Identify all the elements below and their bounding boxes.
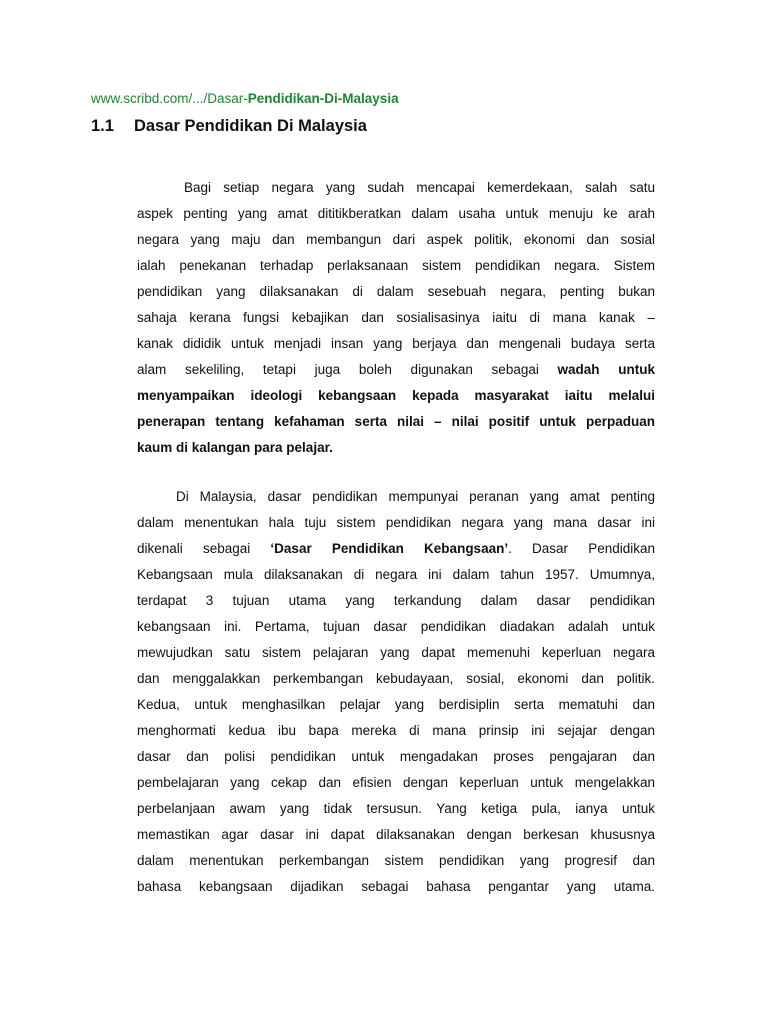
emphasis-text: menyampaikan ideologi kebangsaan kepada masyarakat iaitu melalui <box>137 388 655 403</box>
source-url-highlight: Pendidikan-Di-Malaysia <box>247 91 399 106</box>
paragraph-line: kebangsaan ini. Pertama, tujuan dasar pendidikan diadakan adalah untuk <box>137 619 655 634</box>
paragraph-line: menghormati kedua ibu bapa mereka di mana prinsip ini sejajar dengan <box>137 723 655 738</box>
paragraph-line: ialah penekanan terhadap perlaksanaan sistem pendidikan negara. Sistem <box>137 258 655 273</box>
paragraph-line: pembelajaran yang cekap dan efisien dengan keperluan untuk mengelakkan <box>137 775 655 790</box>
paragraph-line: kanak dididik untuk menjadi insan yang berjaya dan mengenali budaya serta <box>137 336 655 351</box>
paragraph-line: aspek penting yang amat dititikberatkan dalam usaha untuk menuju ke arah <box>137 206 655 221</box>
emphasis-text: penerapan tentang kefahaman serta nilai – nilai positif untuk perpaduan <box>137 414 655 429</box>
paragraph-line: terdapat 3 tujuan utama yang terkandung dalam dasar pendidikan <box>137 593 655 608</box>
paragraph-line <box>137 536 655 562</box>
source-url-link[interactable] <box>91 91 399 106</box>
emphasis-text: wadah untuk <box>557 362 655 377</box>
paragraph-line: dalam menentukan hala tuju sistem pendidikan negara yang mana dasar ini <box>137 515 655 530</box>
paragraph-line: perbelanjaan awam yang tidak tersusun. Yang ketiga pula, ianya untuk <box>137 801 655 816</box>
paragraph-line: Kebangsaan mula dilaksanakan di negara ini dalam tahun 1957. Umumnya, <box>137 567 655 582</box>
paragraph-line <box>137 383 655 409</box>
paragraph-line <box>137 435 655 461</box>
paragraph-line: Bagi setiap negara yang sudah mencapai kemerdekaan, salah satu <box>184 180 655 195</box>
section-title: Dasar Pendidikan Di Malaysia <box>134 117 367 135</box>
paragraph-text: dikenali sebagai <box>137 541 271 556</box>
paragraph-line: dasar dan polisi pendidikan untuk mengadakan proses pengajaran dan <box>137 749 655 764</box>
paragraph-line: dalam menentukan perkembangan sistem pendidikan yang progresif dan <box>137 853 655 868</box>
section-number: 1.1 <box>91 117 114 135</box>
paragraph-line: sahaja kerana fungsi kebajikan dan sosialisasinya iaitu di mana kanak – <box>137 310 655 325</box>
paragraph-line: memastikan agar dasar ini dapat dilaksanakan dengan berkesan khususnya <box>137 827 655 842</box>
paragraph-text: alam sekeliling, tetapi juga boleh digunakan sebagai <box>137 362 558 377</box>
emphasis-text: kaum di kalangan para pelajar. <box>137 440 333 455</box>
paragraph-line: bahasa kebangsaan dijadikan sebagai bahasa pengantar yang utama. <box>137 879 655 894</box>
paragraph-line: negara yang maju dan membangun dari aspek politik, ekonomi dan sosial <box>137 232 655 247</box>
paragraph-line: pendidikan yang dilaksanakan di dalam sesebuah negara, penting bukan <box>137 284 655 299</box>
section-heading <box>91 117 367 136</box>
paragraph-1 <box>137 175 655 461</box>
paragraph-2 <box>137 484 655 900</box>
paragraph-line: Kedua, untuk menghasilkan pelajar yang berdisiplin serta mematuhi dan <box>137 697 655 712</box>
paragraph-line: mewujudkan satu sistem pelajaran yang dapat memenuhi keperluan negara <box>137 645 655 660</box>
paragraph-line <box>137 409 655 435</box>
paragraph-line: dan menggalakkan perkembangan kebudayaan, sosial, ekonomi dan politik. <box>137 671 655 686</box>
paragraph-line: Di Malaysia, dasar pendidikan mempunyai peranan yang amat penting <box>176 489 655 504</box>
paragraph-line <box>137 357 655 383</box>
source-url-prefix: www.scribd.com/.../Dasar- <box>91 91 248 106</box>
emphasis-text: ‘Dasar Pendidikan Kebangsaan’ <box>270 541 509 556</box>
paragraph-text: . Dasar Pendidikan <box>508 541 655 556</box>
